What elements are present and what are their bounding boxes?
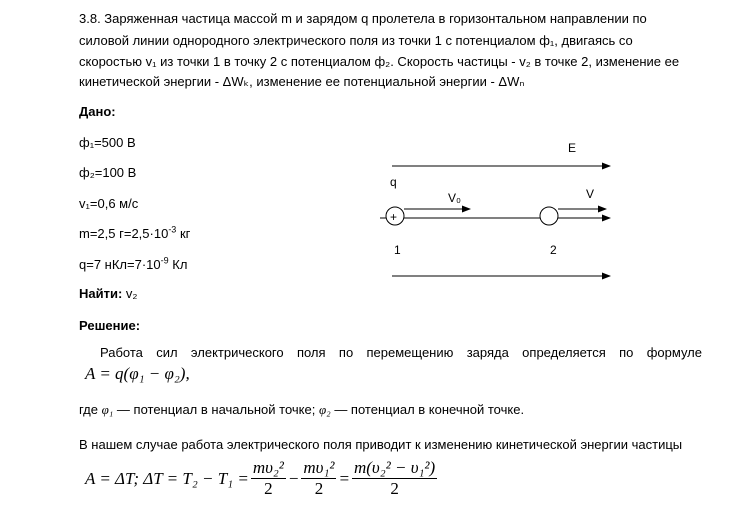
fraction-1 [251,458,286,499]
where-text-b: — потенциал в начальной точке; [113,402,319,417]
given-mass-text: m=2,5 г=2,5·10 [79,226,169,241]
where-text-a: где [79,402,102,417]
solution-heading: Решение: [79,318,141,333]
fraction-1-denominator: 2 [264,479,273,498]
problem-line-3: скоростью v₁ из точки 1 в точку 2 с потенциалом ф₂. Скорость частицы - v₂ в точке 2, изменение ее [79,54,680,69]
label-point-2: 2 [550,243,557,257]
fraction-2-numerator: mυ₁² [303,458,335,477]
eq-left: A = ΔT; ΔT = T₂ − T₁ = [85,468,249,488]
given-v1: v₁=0,6 м/с [79,196,139,211]
find-heading: Найти: [79,286,123,301]
given-phi2: ф₂=100 В [79,165,137,180]
where-line [79,401,524,419]
label-v: V [586,187,595,201]
label-e: E [568,141,577,155]
problem-line-4: кинетической энергии - ΔWₖ, изменение ее потенциальной энергии - ΔWₙ [79,74,525,89]
label-plus: + [390,210,398,224]
fraction-1-numerator: mυ₂² [252,458,284,477]
given-phi1: ф₁=500 В [79,135,136,150]
label-point-1: 1 [394,243,401,257]
given-charge-text: q=7 нКл=7·10 [79,257,161,272]
fraction-2-denominator: 2 [314,479,324,498]
where-phi1: φ₁ [101,402,114,417]
solution-paragraph-1: Работа сил электрического поля по перемещению заряда определяется по формуле [100,345,702,360]
where-text-c: — потенциал в конечной точке. [330,402,525,417]
given-mass-unit: кг [176,226,191,241]
fraction-2 [301,458,336,499]
fraction-3-denominator: 2 [390,479,399,498]
given-charge [79,256,187,274]
fraction-3 [352,458,437,499]
label-q: q [390,175,397,189]
eq-equals: = [338,468,350,488]
problem-line-1: 3.8. Заряженная частица массой m и зарядом q пролетела в горизонтальном направлении по [79,11,647,26]
find-line [79,285,137,303]
where-phi2: φ₂ [318,402,331,417]
formula-kinetic-energy [85,458,439,499]
solution-paragraph-2: В нашем случае работа электрического поля приводит к изменению кинетической энергии частицы [79,437,683,452]
formula-work: A = q(φ₁ − φ₂), [85,364,190,383]
given-charge-unit: Кл [168,257,188,272]
charge-end-circle [540,207,558,225]
given-mass [79,225,190,243]
problem-line-2: силовой линии однородного электрического поля из точки 1 с потенциалом ф₁, двигаясь со [79,33,633,48]
given-heading: Дано: [79,104,116,119]
fraction-3-numerator: m(υ₂² − υ₁²) [353,458,436,477]
label-v0: V₀ [448,191,461,205]
find-value: v₂ [122,286,138,301]
given-charge-exponent: -9 [160,255,169,266]
given-mass-exponent: -3 [168,224,177,235]
field-diagram [370,130,630,290]
eq-minus: − [287,468,300,488]
